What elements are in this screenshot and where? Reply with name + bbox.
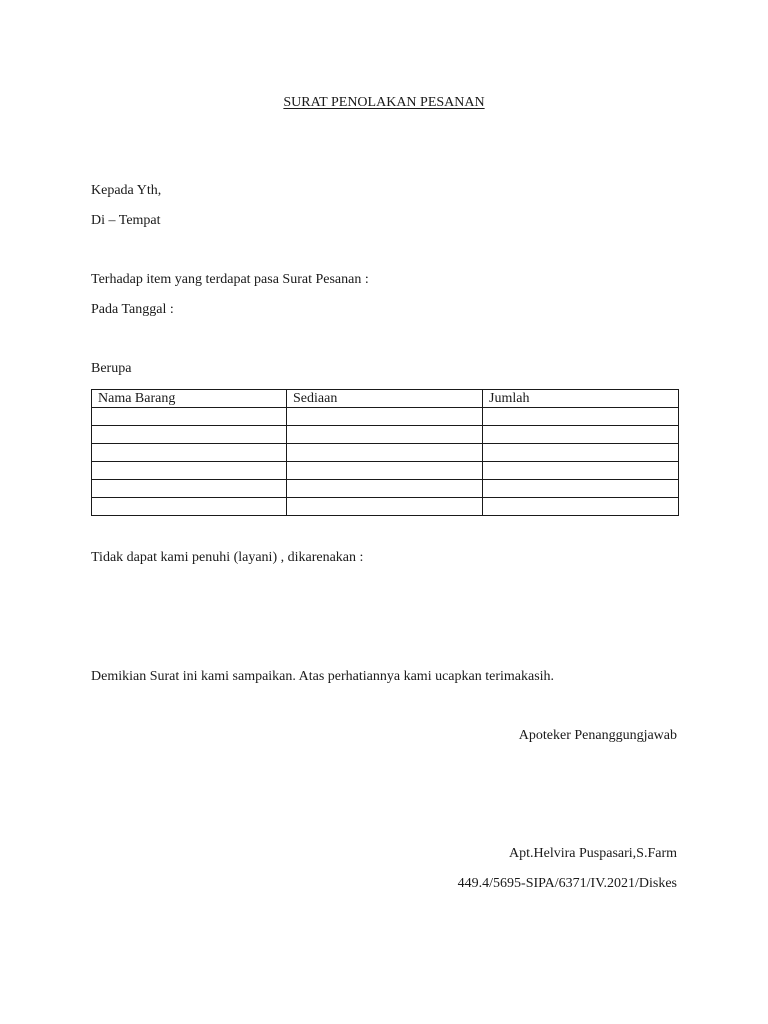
table-cell xyxy=(287,426,483,444)
table-header-row xyxy=(92,390,679,408)
table-cell xyxy=(287,462,483,480)
table-cell xyxy=(287,480,483,498)
table-row xyxy=(92,444,679,462)
table-cell xyxy=(287,408,483,426)
table-cell xyxy=(483,498,679,516)
table-cell xyxy=(92,444,287,462)
table-row xyxy=(92,426,679,444)
form-label: Berupa xyxy=(91,361,132,376)
column-header-nama-barang: Nama Barang xyxy=(92,390,287,408)
table-cell xyxy=(483,426,679,444)
table-row xyxy=(92,462,679,480)
reason-label: Tidak dapat kami penuhi (layani) , dikarenakan : xyxy=(91,550,364,565)
table-cell xyxy=(92,462,287,480)
items-table-body xyxy=(92,408,679,516)
document-title-wrapper xyxy=(0,94,768,112)
table-cell xyxy=(92,498,287,516)
table-cell xyxy=(287,444,483,462)
table-row xyxy=(92,408,679,426)
table-cell xyxy=(92,426,287,444)
table-cell xyxy=(92,480,287,498)
table-row xyxy=(92,498,679,516)
document-title: SURAT PENOLAKAN PESANAN xyxy=(283,95,485,110)
license-number: 449.4/5695-SIPA/6371/IV.2021/Diskes xyxy=(457,876,677,891)
items-table xyxy=(91,389,679,516)
recipient-line-2: Di – Tempat xyxy=(91,213,161,228)
table-cell xyxy=(287,498,483,516)
table-cell xyxy=(92,408,287,426)
item-intro-text: Terhadap item yang terdapat pasa Surat Pesanan : xyxy=(91,272,369,287)
table-cell xyxy=(483,408,679,426)
table-cell xyxy=(483,462,679,480)
table-cell xyxy=(483,444,679,462)
signer-title: Apoteker Penanggungjawab xyxy=(518,728,677,743)
date-label: Pada Tanggal : xyxy=(91,302,174,317)
table-row xyxy=(92,480,679,498)
signer-name: Apt.Helvira Puspasari,S.Farm xyxy=(509,846,677,861)
column-header-jumlah: Jumlah xyxy=(483,390,679,408)
table-cell xyxy=(483,480,679,498)
recipient-line-1: Kepada Yth, xyxy=(91,183,162,198)
closing-text: Demikian Surat ini kami sampaikan. Atas perhatiannya kami ucapkan terimakasih. xyxy=(91,669,555,684)
column-header-sediaan: Sediaan xyxy=(287,390,483,408)
